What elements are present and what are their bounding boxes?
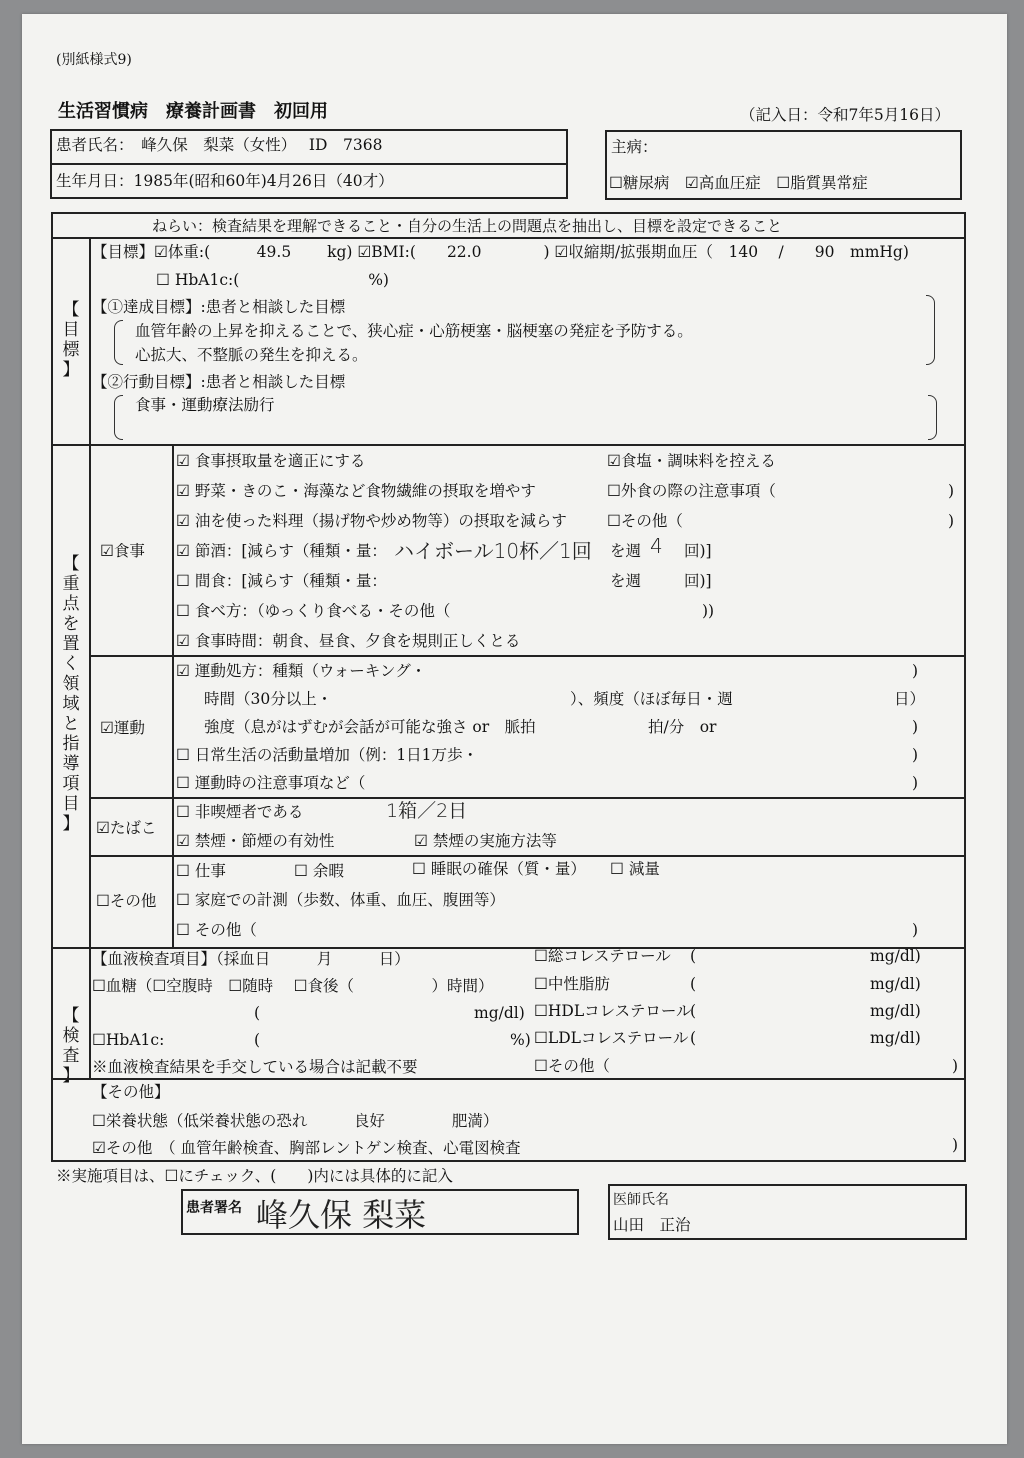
snack-week: を週: [610, 572, 642, 590]
patient-name: 患者氏名： 峰久保 梨菜（女性） ID 7368: [56, 136, 383, 154]
paper-sheet: [22, 14, 1007, 1444]
achievement-brace-left: [114, 320, 123, 365]
blood-test-note: ※血液検査結果を手交している場合は記載不要: [92, 1058, 418, 1076]
diet-item-5[interactable]: ☐ 間食：[減らす（種類・量：: [176, 572, 387, 590]
exercise-close-1: ): [912, 662, 919, 680]
alcohol-times: 回)]: [684, 542, 712, 560]
other-section-header: 【その他】: [92, 1083, 170, 1101]
main-disease-label: 主病：: [611, 138, 658, 156]
lab-triglyceride[interactable]: ☐中性脂肪: [534, 975, 610, 993]
goal-targets[interactable]: 【目標】☑体重:( 49.5 kg) ☑BMI:( 22.0 ) ☑収縮期/拡張期血圧（ 140 / 90 mmHg): [92, 243, 909, 261]
exercise-line-5[interactable]: ☐ 運動時の注意事項など（: [176, 774, 366, 792]
exercise-line-4[interactable]: ☐ 日常生活の活動量増加（例：1日1万歩・: [176, 746, 479, 764]
lab-open-4: (: [690, 1029, 697, 1047]
lab-other-close: ): [952, 1057, 959, 1075]
doctor-label: 医師氏名: [613, 1192, 669, 1208]
alcohol-week: を週: [610, 542, 642, 560]
other-work[interactable]: ☐ 仕事: [176, 862, 226, 880]
eating-close: )): [702, 602, 715, 620]
nutrition-line[interactable]: ☐栄養状態（低栄養状態の恐れ 良好 肥満）: [92, 1112, 499, 1130]
hba1c-label[interactable]: ☐HbA1c:: [92, 1031, 165, 1049]
footer-note: ※実施項目は、☐にチェック、( )内には具体的に記入: [56, 1167, 453, 1185]
diet-item-3[interactable]: ☑ 油を使った料理（揚げ物や炒め物等）の摂取を減らす: [176, 512, 567, 530]
patient-dob: 生年月日：1985年(昭和60年)4月26日（40才）: [56, 172, 394, 190]
diet-item-1[interactable]: ☑ 食事摂取量を適正にする: [176, 452, 366, 470]
lab-unit-3: mg/dl): [870, 1002, 921, 1020]
lab-hdl[interactable]: ☐HDLコレステロール: [534, 1002, 692, 1020]
lab-open-2: (: [690, 975, 697, 993]
diet-item-2[interactable]: ☑ 野菜・きのこ・海藻など食物繊維の摂取を増やす: [176, 482, 536, 500]
other-misc-close: ): [912, 921, 919, 939]
lab-other[interactable]: ☐その他（: [534, 1057, 610, 1075]
lab-open-3: (: [690, 1002, 697, 1020]
diet-right-1[interactable]: ☑食塩・調味料を控える: [607, 452, 776, 470]
diet-right-3[interactable]: ☐その他（: [607, 512, 683, 530]
lab-unit-1: mg/dl): [870, 947, 921, 965]
exercise-day: 日）: [894, 690, 926, 708]
focus-other-label[interactable]: ☐その他: [96, 892, 157, 910]
diet-right-3-close: ): [948, 512, 955, 530]
other-misc[interactable]: ☐ その他（: [176, 921, 257, 939]
disease-options[interactable]: ☐糖尿病 ☑高血圧症 ☐脂質異常症: [609, 174, 868, 192]
exercise-close-4: ): [912, 746, 919, 764]
hba1c-unit: %): [510, 1031, 531, 1049]
blood-sugar-line[interactable]: ☐血糖（☐空腹時 ☐随時 ☐食後（ ）時間）: [92, 977, 494, 995]
other-leisure[interactable]: ☐ 余暇: [294, 862, 344, 880]
blood-sugar-open: (: [254, 1004, 261, 1022]
exercise-frequency: ）、頻度（ほぼ毎日・週: [570, 690, 733, 708]
focus-side-label: 【 重 点 を 置 く 領 域 と 指 導 項 目 】: [62, 554, 80, 834]
diet-label[interactable]: ☑食事: [100, 542, 145, 560]
diet-right-2[interactable]: ☐外食の際の注意事項（: [607, 482, 776, 500]
blood-sugar-unit: mg/dl): [474, 1004, 525, 1022]
exercise-line-1[interactable]: ☑ 運動処方：種類（ウォーキング・: [176, 662, 427, 680]
diet-item-4[interactable]: ☑ 節酒：[減らす（種類・量：: [176, 542, 387, 560]
achievement-goal-2: 心拡大、不整脈の発生を抑える。: [135, 346, 368, 364]
exercise-line-3: 強度（息がはずむが会話が可能な強さ or 脈拍: [204, 718, 536, 736]
exercise-line-2: 時間（30分以上・: [204, 690, 333, 708]
exercise-close-3: ): [912, 718, 919, 736]
aim-text: ねらい：検査結果を理解できること・自分の生活上の問題点を抽出し、目標を設定できること: [152, 217, 783, 235]
diet-item-7[interactable]: ☑ 食事時間：朝食、昼食、夕食を規則正しくとる: [176, 632, 521, 650]
other-sleep[interactable]: ☐ 睡眠の確保（質・量）: [412, 860, 586, 878]
other-tests-line[interactable]: ☑その他 （ 血管年齢検査、胸部レントゲン検査、心電図検査: [92, 1139, 521, 1157]
goals-side-label: 【 目 標 】: [62, 300, 80, 380]
other-weight-loss[interactable]: ☐ 減量: [610, 860, 660, 878]
diet-item-6[interactable]: ☐ 食べ方：（ゆっくり食べる・その他（: [176, 602, 451, 620]
tobacco-line-1[interactable]: ☐ 非喫煙者である: [176, 803, 304, 821]
tobacco-line-2[interactable]: ☑ 禁煙・節煙の有効性: [176, 832, 335, 850]
action-brace-right: [928, 395, 937, 440]
achievement-goal-label: 【①達成目標】:患者と相談した目標: [92, 298, 346, 316]
other-home-measure[interactable]: ☐ 家庭での計測（歩数、体重、血圧、腹囲等）: [176, 891, 505, 909]
achievement-brace-right: [926, 295, 935, 365]
tobacco-handwriting: 1箱／2日: [386, 800, 468, 822]
form-id: (別紙様式9): [56, 52, 132, 68]
exercise-label[interactable]: ☑運動: [100, 719, 145, 737]
hba1c-open: (: [254, 1031, 261, 1049]
lab-total-chol[interactable]: ☐総コレステロール: [534, 947, 671, 965]
exercise-pulse: 拍/分 or: [648, 718, 717, 736]
goal-hba1c[interactable]: ☐ HbA1c:( %): [156, 271, 389, 289]
snack-times: 回)]: [684, 572, 712, 590]
patient-signature: 峰久保 梨菜: [256, 1196, 427, 1234]
entry-date: （記入日：令和7年5月16日）: [740, 106, 950, 124]
lab-ldl[interactable]: ☐LDLコレステロール: [534, 1029, 689, 1047]
tobacco-label[interactable]: ☑たばこ: [96, 819, 157, 837]
achievement-goal-1: 血管年齢の上昇を抑えることで、狭心症・心筋梗塞・脳梗塞の発症を予防する。: [135, 322, 693, 340]
doctor-name: 山田 正治: [613, 1216, 691, 1234]
exam-side-label: 【 検 査 】: [62, 1006, 80, 1086]
exercise-close-5: ): [912, 774, 919, 792]
lab-unit-4: mg/dl): [870, 1029, 921, 1047]
lab-unit-2: mg/dl): [870, 975, 921, 993]
blood-test-header: 【血液検査項目】（採血日 月 日）: [92, 950, 410, 968]
action-brace-left: [114, 395, 123, 440]
form-title: 生活習慣病 療養計画書 初回用: [58, 101, 328, 122]
patient-signature-label: 患者署名: [186, 1200, 242, 1216]
alcohol-handwriting: ハイボール10杯／1回: [394, 539, 592, 563]
alcohol-count-handwriting: 4: [650, 534, 663, 558]
lab-open-1: (: [690, 947, 697, 965]
diet-right-2-close: ): [948, 482, 955, 500]
action-goal-label: 【②行動目標】:患者と相談した目標: [92, 373, 346, 391]
other-tests-close: ): [952, 1136, 959, 1154]
tobacco-line-3[interactable]: ☑ 禁煙の実施方法等: [414, 832, 557, 850]
action-goal-1: 食事・運動療法励行: [135, 396, 275, 414]
